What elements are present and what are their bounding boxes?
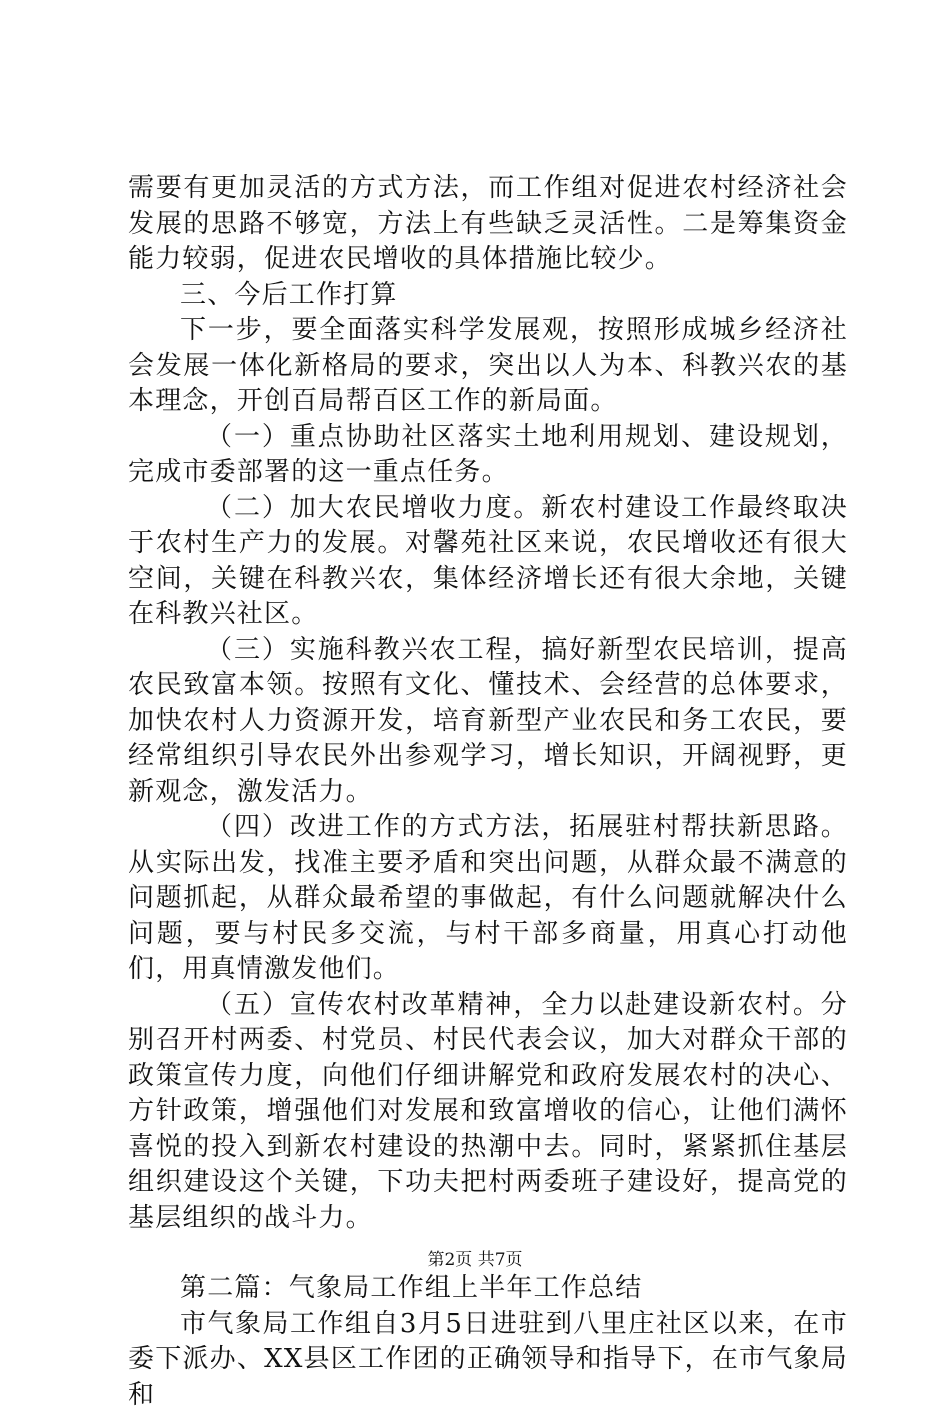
document-body bbox=[128, 171, 848, 1413]
paragraph-section-intro: 市气象局工作组自3月5日进驻到八里庄社区以来，在市委下派办、XX县区工作团的正确领导和指导下，在市气象局和 bbox=[128, 1307, 848, 1413]
paragraph-continuation: 需要有更加灵活的方式方法，而工作组对促进农村经济社会发展的思路不够宽，方法上有些缺乏灵活性。二是筹集资金能力较弱，促进农民增收的具体措施比较少。 bbox=[128, 171, 848, 278]
page-number-footer: 第2页 共7页 bbox=[0, 1245, 950, 1270]
paragraph-item-5: （五）宣传农村改革精神，全力以赴建设新农村。分别召开村两委、村党员、村民代表会议，加大对群众干部的政策宣传力度，向他们仔细讲解党和政府发展农村的决心、方针政策，增强他们对发展和致富增收的信心，让他们满怀喜悦的投入到新农村建设的热潮中去。同时，紧紧抓住基层组织建设这个关键，下功夫把村两委班子建设好，提高党的基层组织的战斗力。 bbox=[128, 988, 848, 1237]
section-heading-future-plans: 三、今后工作打算 bbox=[128, 278, 848, 314]
paragraph-item-3: （三）实施科教兴农工程，搞好新型农民培训，提高农民致富本领。按照有文化、懂技术、会经营的总体要求，加快农村人力资源开发，培育新型产业农民和务工农民，要经常组织引导农民外出参观学习，增长知识，开阔视野，更新观念，激发活力。 bbox=[128, 633, 848, 811]
paragraph-item-2: （二）加大农民增收力度。新农村建设工作最终取决于农村生产力的发展。对馨苑社区来说，农民增收还有很大空间，关键在科教兴农，集体经济增长还有很大余地，关键在科教兴社区。 bbox=[128, 491, 848, 633]
paragraph-item-1: （一）重点协助社区落实土地利用规划、建设规划，完成市委部署的这一重点任务。 bbox=[128, 420, 848, 491]
paragraph-item-4: （四）改进工作的方式方法，拓展驻村帮扶新思路。从实际出发，找准主要矛盾和突出问题，从群众最不满意的问题抓起，从群众最希望的事做起，有什么问题就解决什么问题，要与村民多交流，与村干部多商量，用真心打动他们，用真情激发他们。 bbox=[128, 810, 848, 988]
section-title: 第二篇：气象局工作组上半年工作总结 bbox=[128, 1271, 848, 1307]
paragraph-next-step: 下一步，要全面落实科学发展观，按照形成城乡经济社会发展一体化新格局的要求，突出以人为本、科教兴农的基本理念，开创百局帮百区工作的新局面。 bbox=[128, 313, 848, 420]
